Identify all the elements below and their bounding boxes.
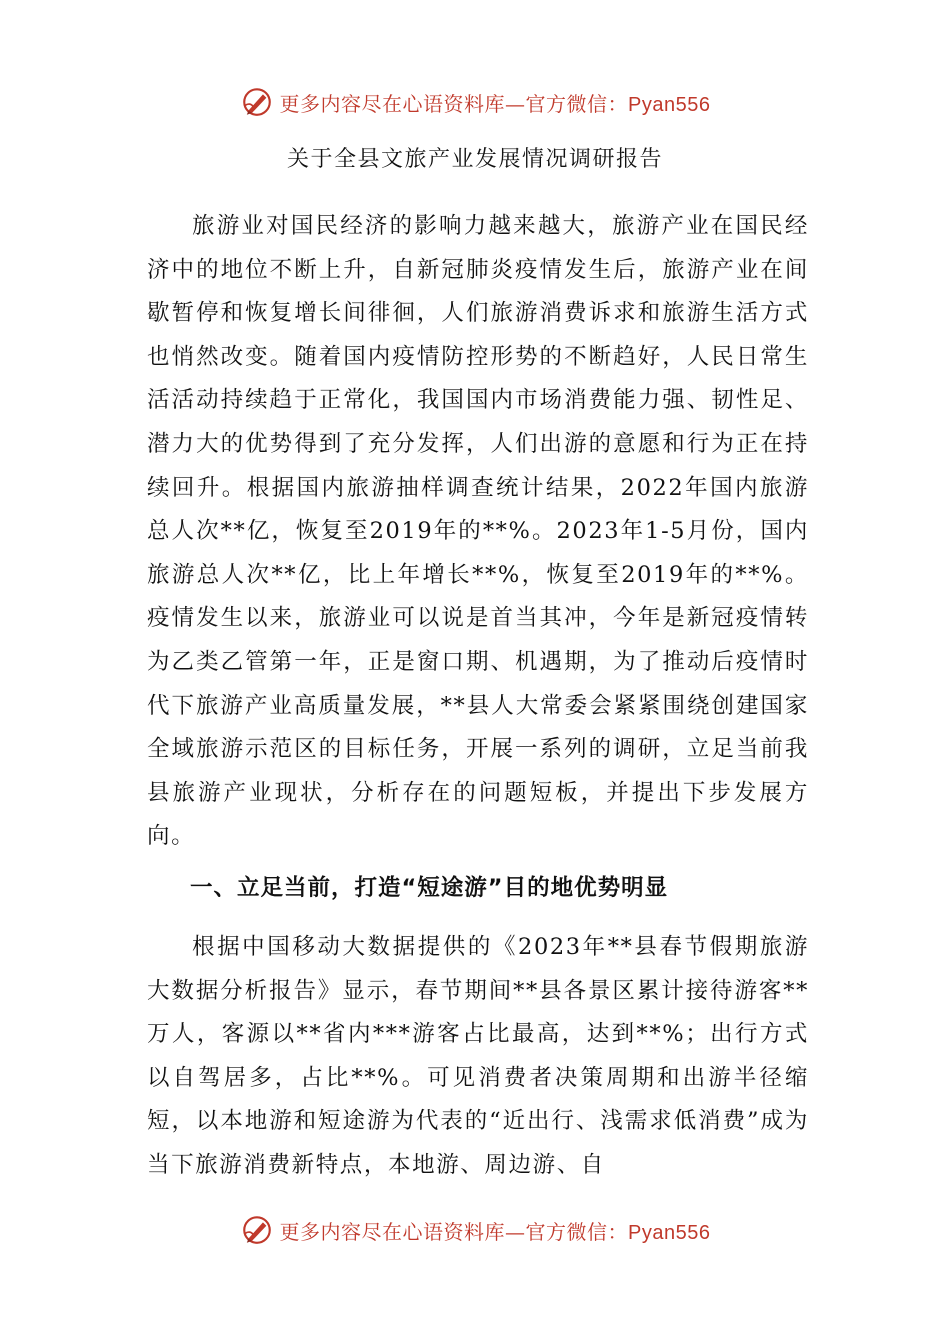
watermark-footer — [0, 1210, 950, 1250]
watermark-wechat-id: Pyan556 — [628, 1221, 711, 1244]
section-heading-1: 一、立足当前，打造“短途游”目的地优势明显 — [190, 875, 669, 901]
paragraph-intro: 旅游业对国民经济的影响力越来越大，旅游产业在国民经济中的地位不断上升，自新冠肺炎疫情发生后，旅游产业在间歇暂停和恢复增长间徘徊，人们旅游消费诉求和旅游生活方式也悄然改变。随着国内疫情防控形势的不断趋好，人民日常生活活动持续趋于正常化，我国国内市场消费能力强、韧性足、潜力大的优势得到了充分发挥，人们出游的意愿和行为正在持续回升。根据国内旅游抽样调查统计结果，2022年国内旅游总人次**亿，恢复至2019年的**%。2023年1-5月份，国内旅游总人次**亿，比上年增长**%，恢复至2019年的**%。疫情发生以来，旅游业可以说是首当其冲，今年是新冠疫情转为乙类乙管第一年，正是窗口期、机遇期，为了推动后疫情时代下旅游产业高质量发展，**县人大常委会紧紧围绕创建国家全域旅游示范区的目标任务，开展一系列的调研，立足当前我县旅游产业现状，分析存在的问题短板，并提出下步发展方向。 — [147, 213, 809, 850]
paragraph-section-1: 根据中国移动大数据提供的《2023年**县春节假期旅游大数据分析报告》显示，春节期间**县各景区累计接待游客**万人，客源以**省内***游客占比最高，达到**%；出行方式以自驾居多，占比**%。可见消费者决策周期和出游半径缩短，以本地游和短途游为代表的“近出行、浅需求低消费”成为当下旅游消费新特点，本地游、周边游、自 — [147, 934, 809, 1178]
pen-logo-icon — [240, 1213, 274, 1247]
document-title: 关于全县文旅产业发展情况调研报告 — [286, 147, 663, 172]
watermark-text: 更多内容尽在心语资料库—官方微信： — [279, 1219, 629, 1244]
pen-logo-icon — [240, 85, 274, 119]
watermark-header — [0, 82, 950, 122]
watermark-text: 更多内容尽在心语资料库—官方微信： — [279, 91, 629, 116]
watermark-wechat-id: Pyan556 — [628, 93, 711, 116]
